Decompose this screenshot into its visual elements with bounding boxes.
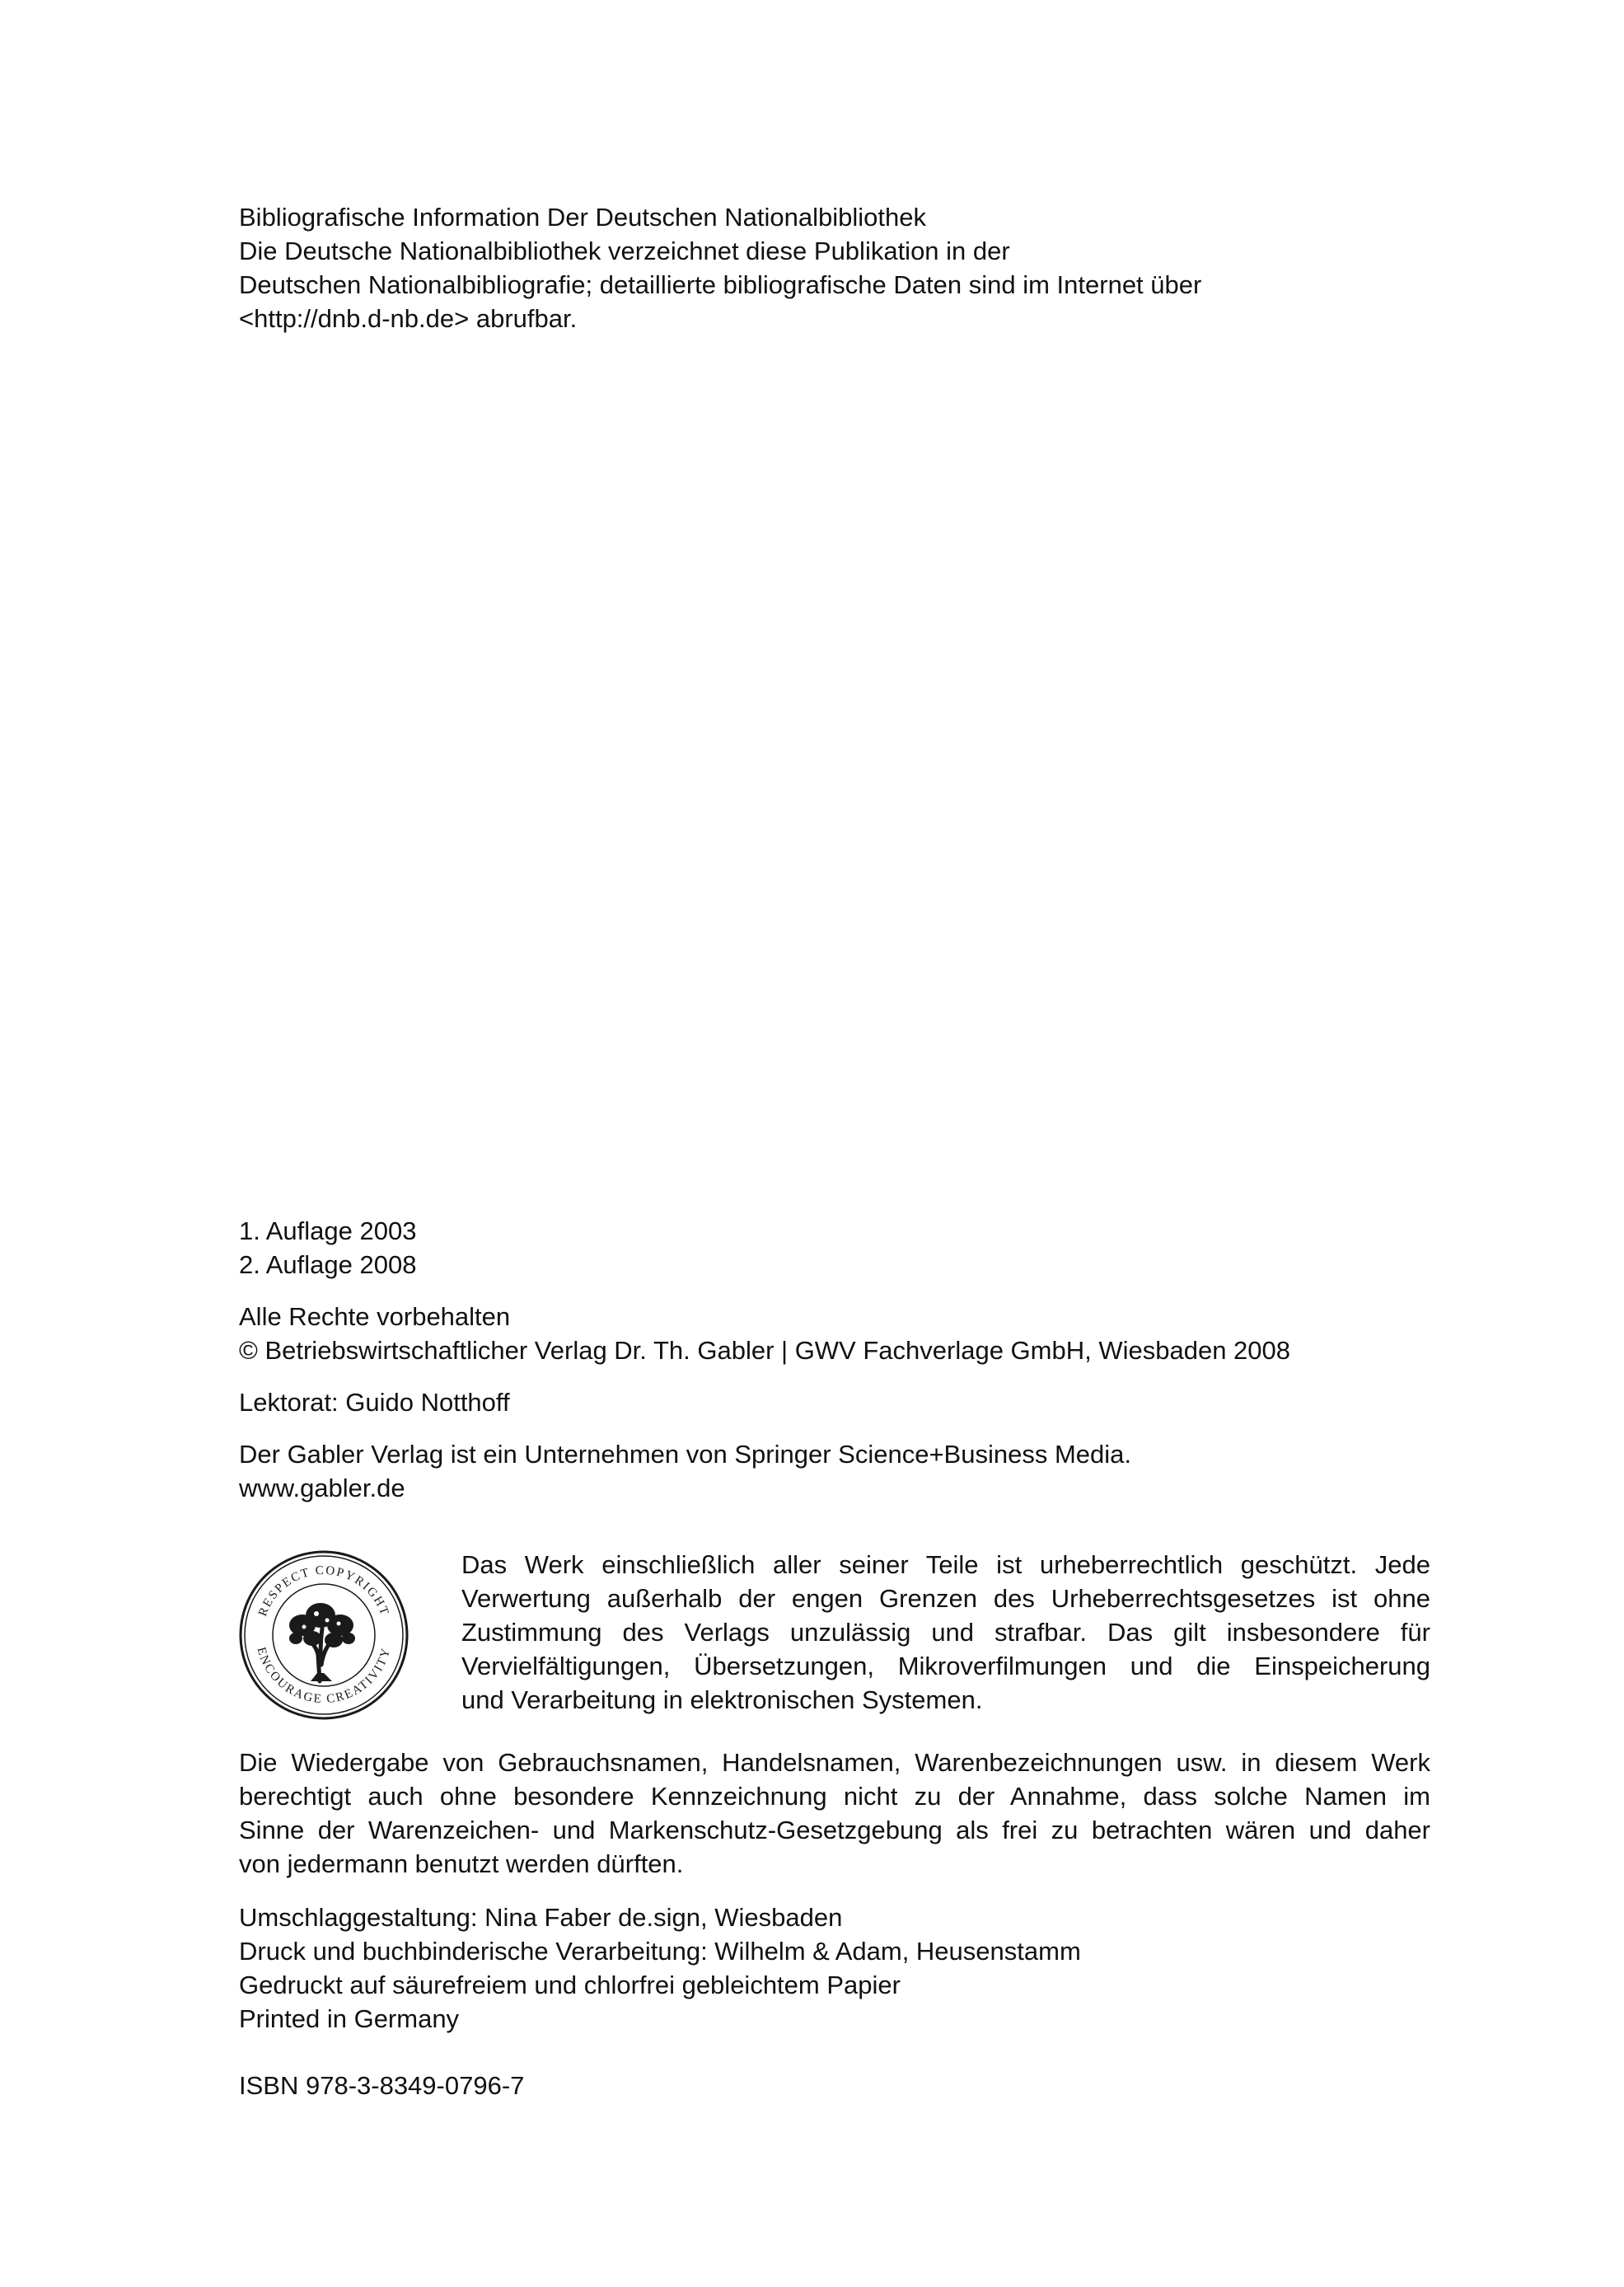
isbn — [239, 2069, 524, 2102]
copyright-notice-line: Verwertung außerhalb der engen Grenzen des Urheberrechtsgesetzes ist ohne — [461, 1584, 1430, 1613]
trademark-notice-line: berechtigt auch ohne besondere Kennzeichnung nicht zu der Annahme, dass solche Namen im — [239, 1782, 1430, 1811]
edition-history — [239, 1214, 416, 1282]
bibliographic-information — [239, 200, 1201, 335]
rights-statement — [239, 1300, 1290, 1367]
publisher-info — [239, 1437, 1131, 1505]
trademark-notice-line: von jedermann benutzt werden dürften. — [239, 1849, 684, 1878]
editor-line: Lektorat: Guido Notthoff — [239, 1388, 510, 1417]
tree-icon — [289, 1603, 355, 1681]
copyright-notice-line: Vervielfältigungen, Übersetzungen, Mikroverfilmungen und die Einspeicherung — [461, 1652, 1430, 1680]
copyright-notice-line: Das Werk einschließlich aller seiner Teile ist urheberrechtlich geschützt. Jede — [461, 1550, 1430, 1579]
seal-bottom-text: ENCOURAGE CREATIVITY — [254, 1645, 394, 1707]
copyright-holder-line: © Betriebswirtschaftlicher Verlag Dr. Th. Gabler | GWV Fachverlage GmbH, Wiesbaden 2008 — [239, 1336, 1291, 1365]
copyright-notice-line: Zustimmung des Verlags unzulässig und strafbar. Das gilt insbesondere für — [461, 1618, 1430, 1647]
paper-line: Gedruckt auf säurefreiem und chlorfrei gebleichtem Papier — [239, 1971, 901, 1999]
trademark-notice-line: Die Wiedergabe von Gebrauchsnamen, Handelsnamen, Warenbezeichnungen usw. in diesem Werk — [239, 1748, 1430, 1777]
production-credits — [239, 1900, 1081, 2036]
seal-top-text: RESPECT COPYRIGHT — [255, 1563, 392, 1619]
publisher-website: www.gabler.de — [239, 1474, 405, 1502]
bibliographic-line: Die Deutsche Nationalbibliothek verzeichnet diese Publikation in der — [239, 237, 1010, 265]
publisher-line: Der Gabler Verlag ist ein Unternehmen von Springer Science+Business Media. — [239, 1440, 1131, 1469]
editor-credit — [239, 1385, 510, 1419]
cover-design-line: Umschlaggestaltung: Nina Faber de.sign, Wiesbaden — [239, 1903, 843, 1932]
printing-line: Druck und buchbinderische Verarbeitung: Wilhelm & Adam, Heusenstamm — [239, 1937, 1081, 1966]
bibliographic-heading: Bibliografische Information Der Deutschen Nationalbibliothek — [239, 203, 927, 232]
bibliographic-line: Deutschen Nationalbibliografie; detaillierte bibliografische Daten sind im Internet über — [239, 270, 1202, 299]
edition-line: 2. Auflage 2008 — [239, 1250, 417, 1279]
bibliographic-url-line: <http://dnb.d-nb.de> abrufbar. — [239, 304, 578, 333]
edition-line: 1. Auflage 2003 — [239, 1216, 417, 1245]
copyright-notice — [461, 1548, 1430, 1717]
respect-copyright-seal-icon — [238, 1549, 410, 1721]
copyright-notice-line: und Verarbeitung in elektronischen Systemen. — [461, 1685, 983, 1714]
rights-reserved-line: Alle Rechte vorbehalten — [239, 1302, 511, 1331]
trademark-notice — [239, 1746, 1430, 1881]
printed-in-line: Printed in Germany — [239, 2004, 460, 2033]
trademark-notice-line: Sinne der Warenzeichen- und Markenschutz-Gesetzgebung als frei zu betrachten wären und daher — [239, 1816, 1430, 1844]
isbn-line: ISBN 978-3-8349-0796-7 — [239, 2071, 525, 2100]
